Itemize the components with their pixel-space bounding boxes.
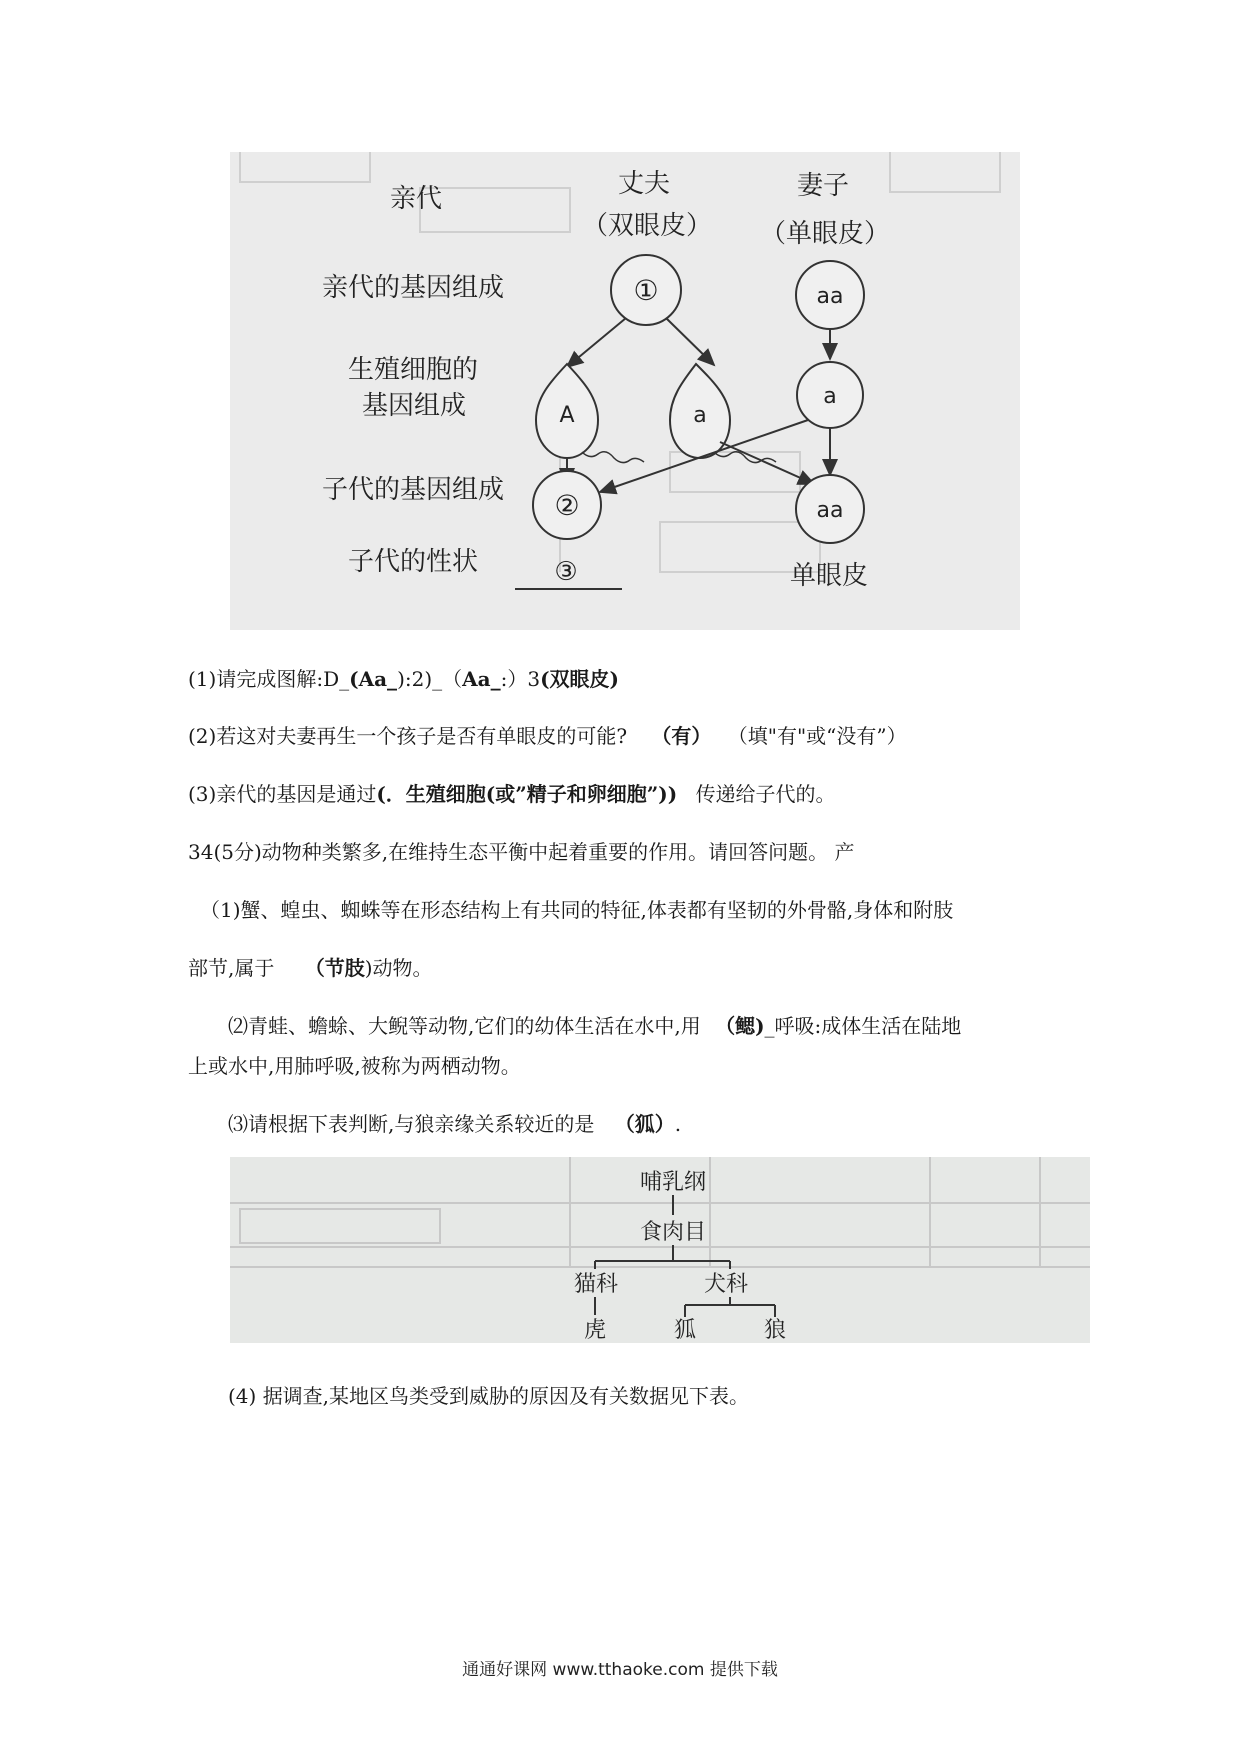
q34-2-line2: 上或水中,用肺呼吸,被称为两栖动物。 [188, 1054, 521, 1078]
q1-answer-3: (双眼皮) [540, 667, 620, 691]
q34-3-answer: （狐） [614, 1112, 675, 1136]
q1-prefix: (1)请完成图解:D_ [188, 667, 350, 691]
child-aa-label: aa [816, 498, 844, 523]
blank-3-label: ③ [554, 557, 578, 587]
q3-line [188, 778, 836, 807]
q34-heading: 34(5分)动物种类繁多,在维持生态平衡中起着重要的作用。请回答问题。 产 [188, 840, 855, 864]
classification-tree [230, 1157, 1090, 1343]
wife-genotype-label: aa [816, 284, 844, 309]
tree-fox-label: 狐 [674, 1318, 697, 1343]
q34-2-answer: （鳃) [715, 1014, 765, 1038]
label-husband: 丈夫 [618, 169, 671, 199]
genetics-diagram-photo [230, 152, 1020, 630]
q34-3-suffix: . [674, 1112, 682, 1136]
q3-prefix: (3)亲代的基因是通过 [188, 782, 377, 806]
q34-1-prefix: 部节,属于 [188, 956, 275, 980]
page-footer: 通通好课网 www.tthaoke.com 提供下载 [462, 1660, 778, 1680]
q34-1-line1: （1)蟹、蝗虫、蜘蛛等在形态结构上有共同的特征,体表都有坚韧的外骨骼,身体和附肢 [200, 898, 954, 922]
q1-answer-2: Aa_ [462, 667, 501, 691]
q1-answer-1: (Aa_ [349, 667, 398, 691]
gamete-A-label: A [559, 403, 575, 428]
q34-1-line2 [188, 952, 433, 981]
q34-3-prefix: ⑶请根据下表判断,与狼亲缘关系较近的是 [228, 1112, 595, 1136]
label-husband-trait: （双眼皮） [582, 211, 713, 241]
q3-suffix: 传递给子代的。 [695, 782, 836, 806]
q34-2-suffix: _呼吸:成体生活在陆地 [764, 1014, 962, 1038]
classification-tree-photo [230, 1157, 1090, 1343]
label-parent-genes: 亲代的基因组成 [322, 273, 505, 303]
tree-family-dog-label: 犬科 [704, 1272, 749, 1297]
label-child-trait: 子代的性状 [348, 547, 479, 577]
q3-answer: (．生殖细胞(或”精子和卵细胞”)) [376, 782, 678, 806]
gamete-a2-label: a [823, 384, 837, 409]
q34-3-line [228, 1108, 681, 1137]
label-gamete-2: 基因组成 [362, 391, 467, 421]
tree-wolf-label: 狼 [764, 1318, 787, 1343]
tree-order-label: 食肉目 [640, 1220, 707, 1245]
q2-line [188, 720, 907, 749]
q2-prefix: (2)若这对夫妻再生一个孩子是否有单眼皮的可能? [188, 724, 628, 748]
genetics-diagram [230, 152, 1020, 630]
sperm-tail-1 [582, 452, 644, 463]
circle-2-label: ② [554, 489, 580, 522]
q34-4-line: (4) 据调查,某地区鸟类受到威胁的原因及有关数据见下表。 [228, 1384, 750, 1408]
q34-2-prefix: ⑵青蛙、蟾蜍、大鲵等动物,它们的幼体生活在水中,用 [228, 1014, 701, 1038]
label-child-genes: 子代的基因组成 [322, 475, 505, 505]
q1-line [188, 663, 619, 692]
q2-suffix: （填"有"或“没有”） [727, 724, 907, 748]
child-trait-label: 单眼皮 [790, 561, 869, 591]
label-gamete-1: 生殖细胞的 [348, 355, 479, 385]
tree-tiger-label: 虎 [584, 1318, 607, 1343]
gamete-a1-label: a [693, 403, 707, 428]
tree-class-label: 哺乳纲 [640, 1170, 707, 1195]
q34-1-suffix: )动物。 [364, 956, 433, 980]
tree-family-cat-label: 猫科 [574, 1272, 619, 1297]
q34-1-answer: （节肢 [304, 956, 365, 980]
q1-mid2: :）3 [500, 667, 541, 691]
q1-mid: ):2)_（ [397, 667, 463, 691]
q2-answer: （有） [651, 724, 712, 748]
label-wife: 妻子 [797, 171, 850, 201]
q34-2-line1 [228, 1010, 961, 1039]
label-wife-trait: （单眼皮） [760, 219, 891, 249]
circle-1-label: ① [633, 274, 659, 307]
label-parent: 亲代 [390, 184, 443, 214]
